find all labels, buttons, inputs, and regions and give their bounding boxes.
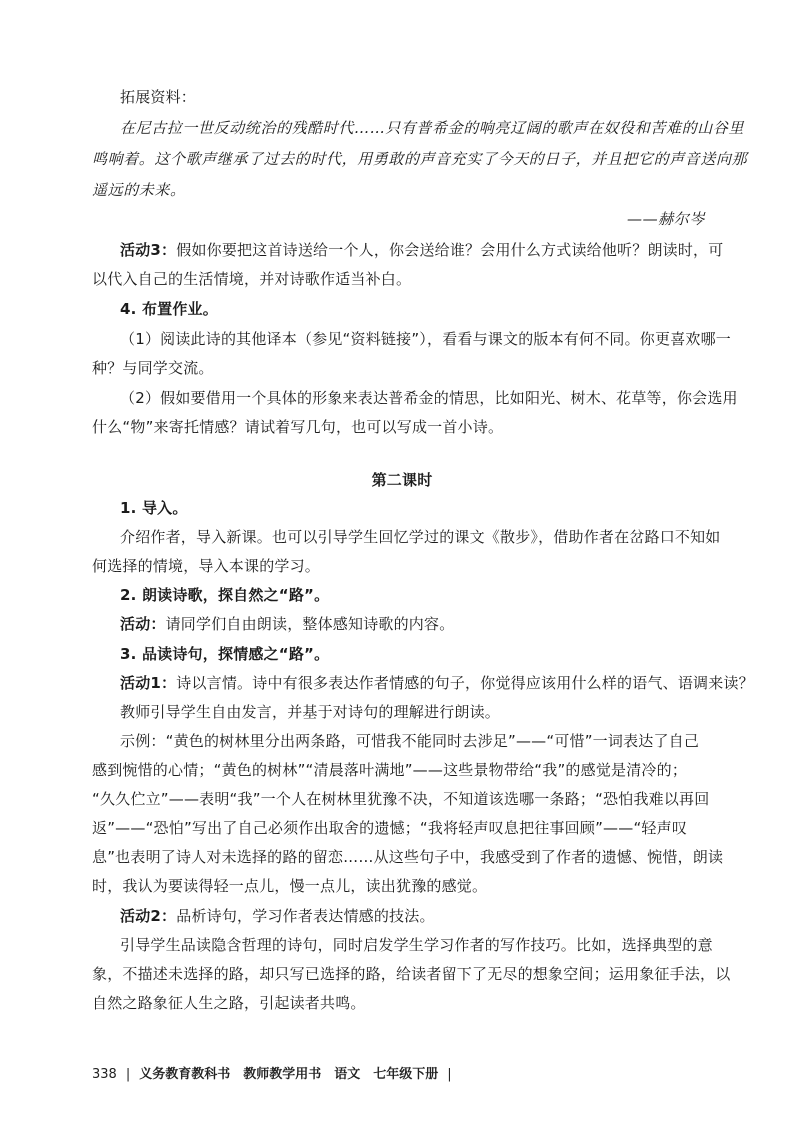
extension-quote-line: 遥远的未来。 <box>92 181 186 199</box>
step2-activity-text: 请同学们自由朗读，整体感知诗歌的内容。 <box>165 615 455 633</box>
book-title: 义务教育教科书 教师教学用书 语文 七年级下册 <box>139 1067 439 1082</box>
extension-heading: 拓展资料： <box>120 88 197 106</box>
example-line: 返”——“恐怕”写出了自己必须作出取舍的遗憾；“我将轻声叹息把往事回顾”——“轻声叹 <box>92 819 688 837</box>
page-footer <box>92 1066 461 1084</box>
activity2-line: 象，不描述未选择的路，却只写已选择的路，给读者留下了无尽的想象空间；运用象征手法，以 <box>92 965 731 983</box>
step3-heading: 3. 品读诗句，探情感之“路”。 <box>120 645 330 663</box>
activity3-text: 假如你要把这首诗送给一个人，你会送给谁？会用什么方式读给他听？朗读时，可 <box>176 241 724 259</box>
step1-heading: 1. 导入。 <box>120 499 188 517</box>
activity1-text: 诗以言情。诗中有很多表达作者情感的句子，你觉得应该用什么样的语气、语调来读？ <box>176 674 754 692</box>
footer-divider: | <box>125 1067 131 1082</box>
activity3-line2: 以代入自己的生活情境，并对诗歌作适当补白。 <box>92 270 412 288</box>
step2-heading: 2. 朗读诗歌，探自然之“路”。 <box>120 586 330 604</box>
example-line: 时，我认为要读得轻一点儿，慢一点儿，读出犹豫的感觉。 <box>92 877 488 895</box>
activity3-label: 活动3： <box>120 241 177 259</box>
activity1-line <box>120 672 754 694</box>
homework-item2-line1: （2）假如要借用一个具体的形象来表达普希金的情思，比如阳光、树木、花草等，你会选用 <box>120 389 738 407</box>
extension-quote-line: 鸣响着。这个歌声继承了过去的时代，用勇敢的声音充实了今天的日子，并且把它的声音送向那 <box>92 150 748 168</box>
example-line: 息”也表明了诗人对未选择的路的留恋……从这些句子中，我感受到了作者的遗憾、惋惜，朗读 <box>92 848 724 866</box>
homework-item1-line2: 种？与同学交流。 <box>92 359 214 377</box>
homework-item1-line1: （1）阅读此诗的其他译本（参见“资料链接”），看看与课文的版本有何不同。你更喜欢哪一 <box>120 330 731 348</box>
example-line: 感到惋惜的心情；“黄色的树林”“清晨落叶满地”——这些景物带给“我”的感觉是清冷的； <box>92 761 688 779</box>
homework-heading: 4. 布置作业。 <box>120 300 218 318</box>
section-title: 第二课时 <box>371 471 433 489</box>
activity2-line: 自然之路象征人生之路，引起读者共鸣。 <box>92 994 366 1012</box>
example-line: “久久伫立”——表明“我”一个人在树林里犹豫不决，不知道该选哪一条路；“恐怕我难以再回 <box>92 790 710 808</box>
example-line: 示例：“黄色的树林里分出两条路，可惜我不能同时去涉足”——“可惜”一词表达了自己 <box>120 732 700 750</box>
extension-attribution: ——赫尔岑 <box>626 210 705 228</box>
step2-activity <box>120 613 705 635</box>
step1-line1: 介绍作者，导入新课。也可以引导学生回忆学过的课文《散步》，借助作者在岔路口不知如 <box>120 528 721 546</box>
activity1-label: 活动1： <box>120 674 177 692</box>
homework-item2-line2: 什么“物”来寄托情感？请试着写几句，也可以写成一首小诗。 <box>92 418 504 436</box>
step2-activity-label: 活动： <box>120 615 166 633</box>
activity2-line: 引导学生品读隐含哲理的诗句，同时启发学生学习作者的写作技巧。比如，选择典型的意 <box>120 936 713 954</box>
activity2-text: 品析诗句，学习作者表达情感的技法。 <box>176 907 435 925</box>
page-number: 338 <box>92 1067 117 1082</box>
footer-end-divider: | <box>447 1067 452 1082</box>
activity1-guide: 教师引导学生自由发言，并基于对诗句的理解进行朗读。 <box>120 703 501 721</box>
step1-line2: 何选择的情境，导入本课的学习。 <box>92 557 321 575</box>
activity2-label: 活动2： <box>120 907 177 925</box>
activity2-line <box>120 905 705 927</box>
extension-quote-line: 在尼古拉一世反动统治的残酷时代……只有普希金的响亮辽阔的歌声在奴役和苦难的山谷里 <box>120 119 745 137</box>
activity3-line <box>120 239 724 261</box>
